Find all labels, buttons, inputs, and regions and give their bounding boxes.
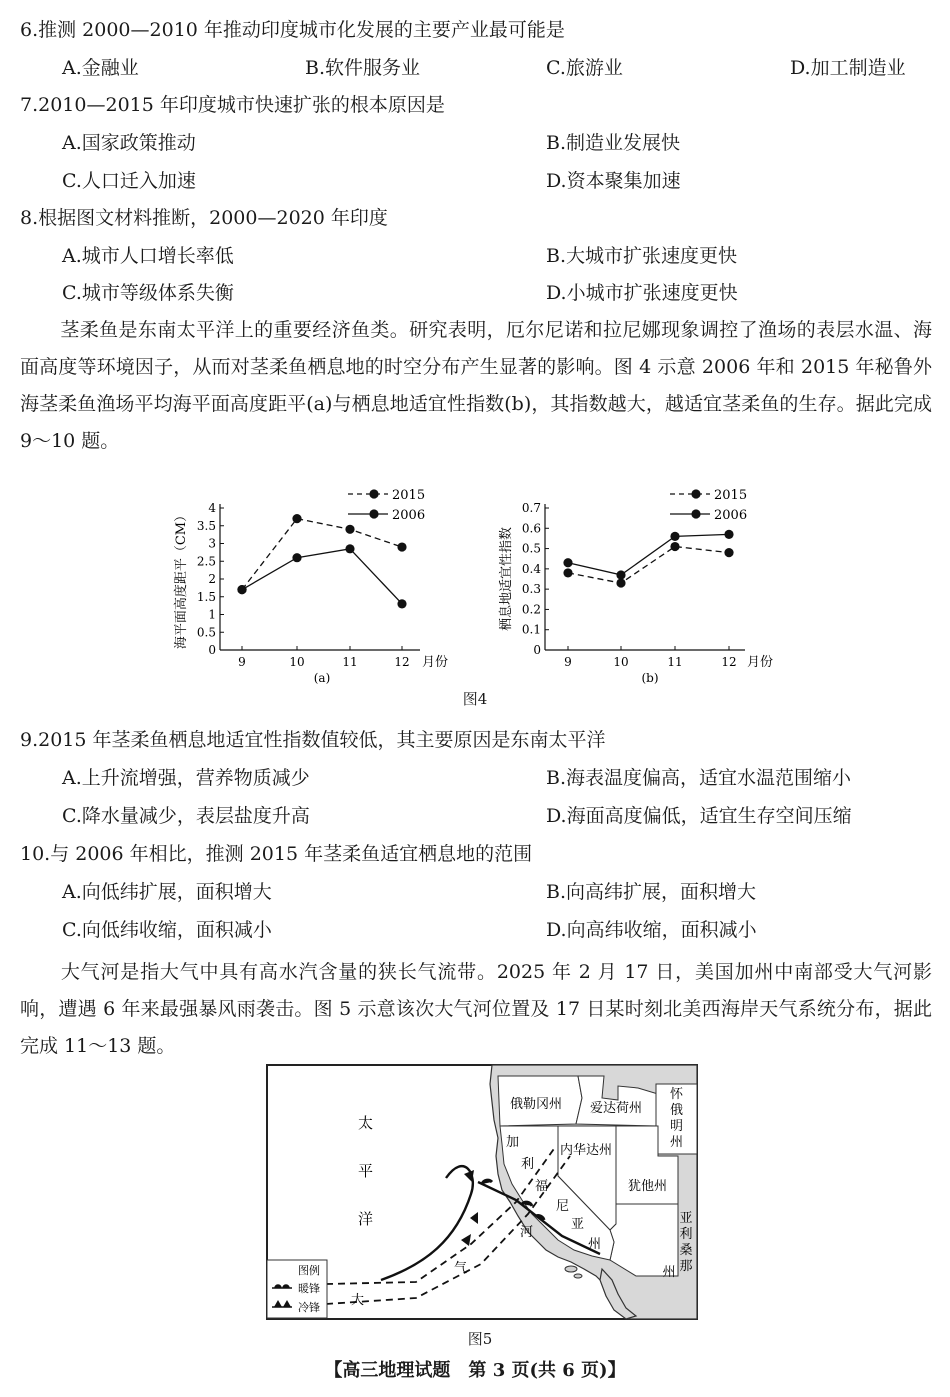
q10-option-a: A.向低纬扩展，面积增大 (62, 881, 272, 903)
q7-stem: 7.2010—2015 年印度城市快速扩张的根本原因是 (20, 94, 445, 116)
label-california-3: 福 (535, 1179, 549, 1194)
data-point-2015 (563, 568, 572, 577)
legend-label-2015: 2015 (392, 488, 426, 503)
x-tick-label: 11 (342, 655, 358, 669)
q8-option-b: B.大城市扩张速度更快 (546, 245, 738, 267)
q7-option-c: C.人口迁入加速 (62, 170, 196, 192)
data-point-2006 (237, 585, 246, 594)
chart-a (173, 488, 448, 685)
q6-option-d: D.加工制造业 (790, 57, 906, 79)
y-tick-label: 1 (208, 607, 216, 622)
x-tick-label: 12 (721, 655, 737, 669)
y-tick-label: 4 (208, 501, 216, 515)
passage-river-text: 大气河是指大气中具有高水汽含量的狭长气流带。2025 年 2 月 17 日，美国加州中南部受大气河影响，遭遇 6 年来最强暴风雨袭击。图 5 示意该次大气河位置及 17 日某时刻北美西海岸天气系统分布，据此完成 11～13 题。 (20, 961, 932, 1057)
legend-label-2006: 2006 (714, 508, 748, 523)
label-wyoming-4: 州 (670, 1135, 684, 1150)
legend-cold-label: 冷锋 (298, 1301, 320, 1314)
series-line-2006 (242, 549, 402, 604)
y-tick-label: 0.2 (521, 602, 541, 617)
y-tick-label: 0 (533, 643, 541, 657)
label-california-5: 亚 (571, 1217, 585, 1232)
label-oregon: 俄勒冈州 (510, 1097, 563, 1112)
x-tick-label: 11 (667, 655, 683, 669)
data-point-2006 (563, 558, 572, 567)
y-tick-label: 0.6 (521, 521, 541, 536)
data-point-2015 (670, 542, 679, 551)
y-tick-label: 0.7 (521, 501, 541, 515)
data-point-2006 (397, 599, 406, 608)
legend-label-2006: 2006 (392, 508, 426, 523)
figure4-charts (0, 480, 950, 720)
q10-option-b: B.向高纬扩展，面积增大 (546, 881, 757, 903)
label-arizona-4: 那 (679, 1259, 693, 1274)
x-tick-label: 10 (613, 655, 629, 669)
data-point-2006 (616, 570, 625, 579)
x-tick-label: 9 (238, 655, 246, 669)
chart-b (498, 488, 773, 685)
q9-option-a: A.上升流增强，营养物质减少 (62, 767, 310, 789)
q7-option-d: D.资本聚集加速 (546, 170, 681, 192)
y-tick-label: 2 (208, 572, 216, 586)
q8-option-c: C.城市等级体系失衡 (62, 282, 234, 304)
y-axis-label: 海平面高度距平（CM） (174, 508, 189, 650)
y-tick-label: 2.5 (196, 554, 216, 569)
data-point-2015 (616, 578, 625, 587)
q6-option-b: B.软件服务业 (305, 57, 421, 79)
y-axis-label: 栖息地适宜性指数 (499, 526, 514, 632)
y-tick-label: 3 (208, 536, 216, 551)
q6-stem: 6.推测 2000—2010 年推动印度城市化发展的主要产业最可能是 (20, 19, 565, 41)
legend-label-2015: 2015 (714, 488, 748, 503)
q10-option-d: D.向高纬收缩，面积减小 (546, 919, 757, 941)
q8-option-a: A.城市人口增长率低 (62, 245, 234, 267)
label-california-1: 加 (506, 1135, 520, 1150)
y-tick-label: 1.5 (196, 589, 216, 604)
label-california-4: 尼 (556, 1199, 570, 1214)
y-tick-label: 0.4 (521, 561, 541, 576)
data-point-2006 (292, 553, 301, 562)
map-legend (267, 1260, 327, 1318)
x-tick-label: 9 (564, 655, 572, 669)
q9-option-d: D.海面高度偏低，适宜生存空间压缩 (546, 805, 852, 827)
label-idaho: 爱达荷州 (590, 1101, 643, 1116)
label-california-2: 利 (521, 1157, 535, 1172)
passage-squid-text: 茎柔鱼是东南太平洋上的重要经济鱼类。研究表明，厄尔尼诺和拉尼娜现象调控了渔场的表层水温、海面高度等环境因子，从而对茎柔鱼栖息地的时空分布产生显著的影响。图 4 示意 2006 年和 2015 年秘鲁外海茎柔鱼渔场平均海平面高度距平(a)与栖息地适宜性指数(b)，其指数越大，越适宜茎柔鱼的生存。据此完成 9～10 题。 (20, 319, 932, 452)
legend-warm-label: 暖锋 (298, 1282, 320, 1295)
label-california-6: 州 (588, 1237, 602, 1252)
passage-squid (20, 312, 932, 460)
panel-label: (b) (641, 671, 659, 685)
q6-option-a: A.金融业 (62, 57, 139, 79)
x-tick-label: 12 (394, 655, 410, 669)
q8-option-d: D.小城市扩张速度更快 (546, 282, 738, 304)
data-point-2015 (292, 514, 301, 523)
series-line-2006 (568, 534, 729, 575)
x-tick-label: 10 (289, 655, 305, 669)
y-tick-label: 0.5 (521, 541, 541, 556)
figure4-caption: 图4 (462, 690, 488, 708)
label-wyoming-3: 明 (670, 1119, 684, 1134)
page-footer: 【高三地理试题 第 3 页(共 6 页)】 (324, 1360, 626, 1381)
legend-title: 图例 (298, 1264, 320, 1277)
river-label-1: 大 (351, 1293, 365, 1308)
q10-option-c: C.向低纬收缩，面积减小 (62, 919, 272, 941)
river-label-3: 河 (520, 1225, 534, 1240)
data-point-2006 (724, 530, 733, 539)
y-tick-label: 0.3 (521, 582, 541, 597)
label-wyoming-1: 怀 (670, 1087, 684, 1102)
label-arizona-1: 亚 (679, 1211, 693, 1226)
y-tick-label: 0.5 (196, 625, 216, 640)
data-point-2006 (670, 532, 679, 541)
label-wyoming-2: 俄 (670, 1103, 684, 1118)
y-tick-label: 0 (208, 643, 216, 657)
y-tick-label: 3.5 (196, 518, 216, 533)
label-arizona-5: 州 (662, 1265, 676, 1280)
data-point-2015 (397, 542, 406, 551)
q7-option-a: A.国家政策推动 (62, 132, 196, 154)
label-arizona-2: 利 (679, 1227, 693, 1242)
ocean-label-2: 平 (358, 1162, 374, 1180)
legend-marker-2006 (691, 509, 700, 518)
q6-option-c: C.旅游业 (546, 57, 623, 79)
x-axis-label: 月份 (747, 655, 774, 670)
panel-label: (a) (313, 671, 331, 685)
label-utah: 犹他州 (628, 1179, 668, 1194)
data-point-2006 (345, 544, 354, 553)
label-arizona-3: 桑 (679, 1243, 693, 1258)
legend-marker-2015 (369, 489, 378, 498)
river-label-2: 气 (454, 1261, 468, 1276)
series-line-2015 (568, 547, 729, 584)
q8-stem: 8.根据图文材料推断，2000—2020 年印度 (20, 207, 388, 229)
q9-option-c: C.降水量减少，表层盐度升高 (62, 805, 310, 827)
figure5-map (266, 1064, 698, 1320)
x-axis-label: 月份 (422, 655, 449, 670)
figure5-caption: 图5 (467, 1330, 493, 1348)
data-point-2015 (724, 548, 733, 557)
label-nevada: 内华达州 (560, 1143, 613, 1158)
y-tick-label: 0.1 (521, 622, 541, 637)
data-point-2015 (345, 525, 354, 534)
ocean-label-3: 洋 (358, 1210, 374, 1228)
legend-marker-2006 (369, 509, 378, 518)
passage-river (20, 954, 932, 1065)
ocean-label-1: 太 (358, 1114, 374, 1132)
q9-stem: 9.2015 年茎柔鱼栖息地适宜性指数值较低，其主要原因是东南太平洋 (20, 729, 606, 751)
q7-option-b: B.制造业发展快 (546, 132, 681, 154)
q9-option-b: B.海表温度偏高，适宜水温范围缩小 (546, 767, 852, 789)
legend-marker-2015 (691, 489, 700, 498)
q10-stem: 10.与 2006 年相比，推测 2015 年茎柔鱼适宜栖息地的范围 (20, 843, 533, 865)
